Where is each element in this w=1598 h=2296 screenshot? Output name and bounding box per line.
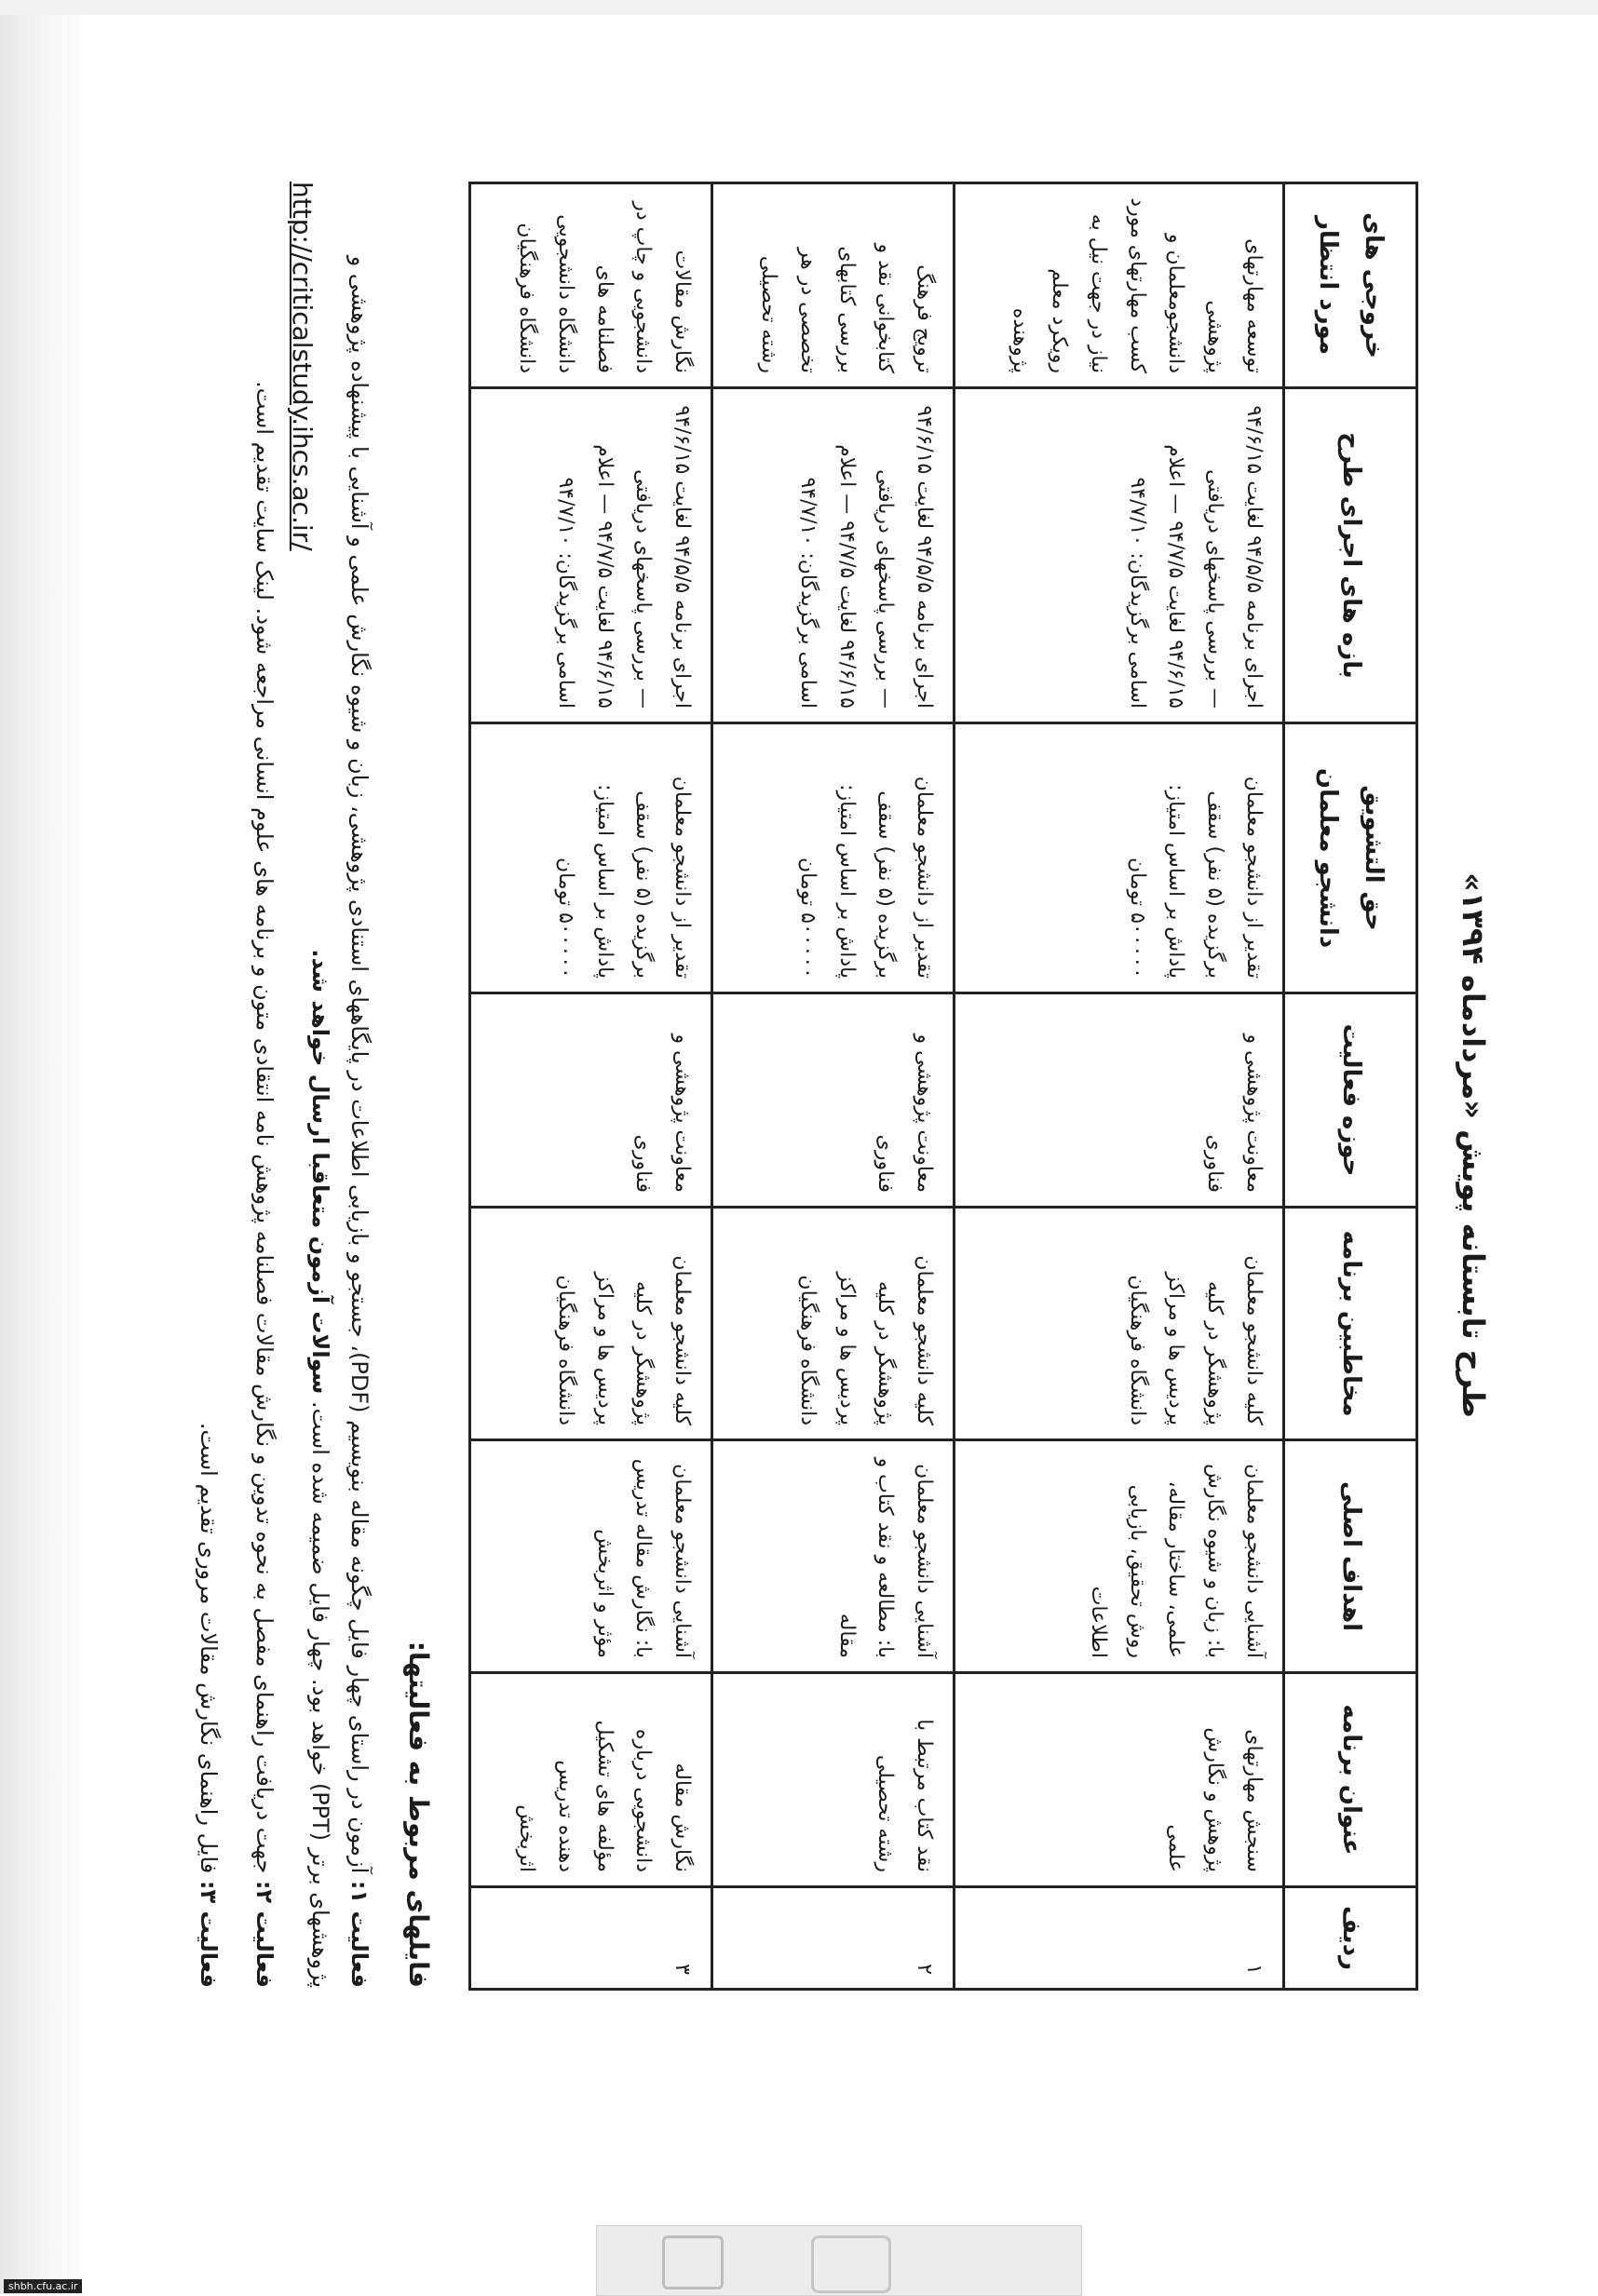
cell-timeline: اجرای برنامه ۹۴/۵/۵ لغایت ۹۴/۶/۱۵ — بررسی پاسخهای دریافتی ۹۴/۶/۱۵ لغایت ۹۴/۷/۵ — اعلام اسامی برگزیدگان: ۹۴/۷/۱۰ [470, 388, 712, 723]
bottom-logo-stamp [596, 2225, 1082, 2296]
cell-row-number: ۲ [712, 1887, 955, 1990]
cell-program-title: سنجش مهارتهای پژوهش و نگارش علمی [955, 1673, 1284, 1887]
cell-row-number: ۳ [470, 1887, 712, 1990]
activity-1-text: آزمون در راستای چهار فایل چگونه مقاله بنویسیم (PDF)، جستجو و بازیابی اطلاعات در پایگاههای استنادی پژوهشی، زبان و شیوه نگارش علمی و آشنایی با پیشنهاده پژوهشی و پژوهشهای برتر (PPT) خواهد بود. چهار فایل ضمیمه شده است. [307, 255, 372, 1988]
activity-2-label: فعالیت ۲: [251, 1880, 278, 1988]
film-icon [811, 2235, 891, 2293]
column-header-row-number: ردیف [1284, 1887, 1417, 1990]
cell-outputs: نگارش مقالات دانشجویی و چاپ در فصلنامه های دانشگاه دانشجویی دانشگاه فرهنگیان [470, 183, 712, 388]
cell-audience: کلیه دانشجو معلمان پژوهشگر در کلیه پردیس ها و مراکز دانشگاه فرهنگیان [712, 1208, 955, 1440]
table-row [955, 183, 1284, 1990]
activity-3-note [189, 228, 228, 1988]
cell-program-title: نگارش مقاله دانشجویی درباره مؤلفه های تشکیل دهنده تدریس اثربخش [470, 1673, 712, 1887]
cell-main-goals: آشنایی دانشجو معلمان با: نگارش مقاله تدریس مؤثر و اثربخش [470, 1440, 712, 1673]
column-header-audience: مخاطبین برنامه [1284, 1208, 1417, 1440]
document-title: طرح تابستانه پویش «مردادماه ۱۳۹۴» [1456, 872, 1491, 1418]
column-header-main-goals: اهداف اصلی [1284, 1440, 1417, 1673]
activity-files-heading: فایلهای مربوط به فعالیتها: [403, 1641, 434, 1988]
cell-reward: تقدیر از دانشجو معلمان برگزیده (۵ نفر) سقف پاداش بر اساس امتیاز: ۵۰۰۰۰۰ تومان [955, 723, 1284, 993]
table-header-row [1284, 183, 1417, 1990]
program-table [468, 182, 1418, 1991]
activity-3-text: فایل راهنمای نگارش مقالات مروری تقدیم است. [196, 1422, 222, 1874]
column-header-timeline: بازه های اجرای طرح [1284, 388, 1417, 723]
column-header-program-title: عنوان برنامه [1284, 1673, 1417, 1887]
cell-timeline: اجرای برنامه ۹۴/۵/۵ لغایت ۹۴/۶/۱۵ — بررسی پاسخهای دریافتی ۹۴/۶/۱۵ لغایت ۹۴/۷/۵ — اعلام اسامی برگزیدگان: ۹۴/۷/۱۰ [712, 388, 955, 723]
cell-reward: تقدیر از دانشجو معلمان برگزیده (۵ نفر) سقف پاداش بر اساس امتیاز: ۵۰۰۰۰۰ تومان [470, 723, 712, 993]
cell-audience: کلیه دانشجو معلمان پژوهشگر در کلیه پردیس ها و مراکز دانشگاه فرهنگیان [470, 1208, 712, 1440]
column-header-reward: حق التشویق دانشجو معلمان [1284, 723, 1417, 993]
cell-outputs: ترویج فرهنگ کتابخوانی نقد و بررسی کتابهای تخصصی در هر رشته تحصیلی [712, 183, 955, 388]
column-header-activity-area: حوزه فعالیت [1284, 993, 1417, 1208]
cell-activity-area: معاونت پژوهشی و فناوری [470, 993, 712, 1208]
table-row [470, 183, 712, 1990]
site-watermark: shbh.cfu.ac.ir [4, 2279, 82, 2293]
frame-icon [662, 2235, 724, 2289]
activity-3-label: فعالیت ۳: [196, 1880, 222, 1988]
cell-reward: تقدیر از دانشجو معلمان برگزیده (۵ نفر) سقف پاداش بر اساس امتیاز: ۵۰۰۰۰۰ تومان [712, 723, 955, 993]
activity-1-label: فعالیت ۱: [346, 1880, 372, 1988]
journal-site-link[interactable]: http://criticalstudy.ihcs.ac.ir/ [287, 182, 318, 551]
cell-activity-area: معاونت پژوهشی و فناوری [712, 993, 955, 1208]
activity-2-text: جهت دریافت راهنمای مفصل به نحوه تدوین و نگارش مقالات فصلنامه پژوهش نامه انتقادی متون و برنامه های علوم انسانی مراجعه شود. لینک سایت تقدیم است. [251, 381, 278, 1874]
cell-main-goals: آشنایی دانشجو معلمان با: مطالعه و نقد کتاب و مقاله [712, 1440, 955, 1673]
cell-main-goals: آشنایی دانشجو معلمان با: زبان و شیوه نگارش علمی، ساختار مقاله، روش تحقیق، بازیابی اطلاعات [955, 1440, 1284, 1673]
cell-audience: کلیه دانشجو معلمان پژوهشگر در کلیه پردیس ها و مراکز دانشگاه فرهنگیان [955, 1208, 1284, 1440]
cell-outputs: توسعه مهارتهای پژوهشی دانشجومعلمان و کسب مهارتهای مورد نیاز در جهت نیل به رویکرد معلم پژوهنده [955, 183, 1284, 388]
cell-activity-area: معاونت پژوهشی و فناوری [955, 993, 1284, 1208]
cell-row-number: ۱ [955, 1887, 1284, 1990]
activity-1-exam-note: سوالات آزمون متعاقبا ارسال خواهد شد. [307, 949, 333, 1395]
activity-2-note [245, 228, 284, 1988]
cell-timeline: اجرای برنامه ۹۴/۵/۵ لغایت ۹۴/۶/۱۵ — بررسی پاسخهای دریافتی ۹۴/۶/۱۵ لغایت ۹۴/۷/۵ — اعلام اسامی برگزیدگان: ۹۴/۷/۱۰ [955, 388, 1284, 723]
table-row [712, 183, 955, 1990]
column-header-outputs: خروجی های مورد انتظار [1284, 183, 1417, 388]
cell-program-title: نقد کتاب مرتبط با رشته تحصیلی [712, 1673, 955, 1887]
